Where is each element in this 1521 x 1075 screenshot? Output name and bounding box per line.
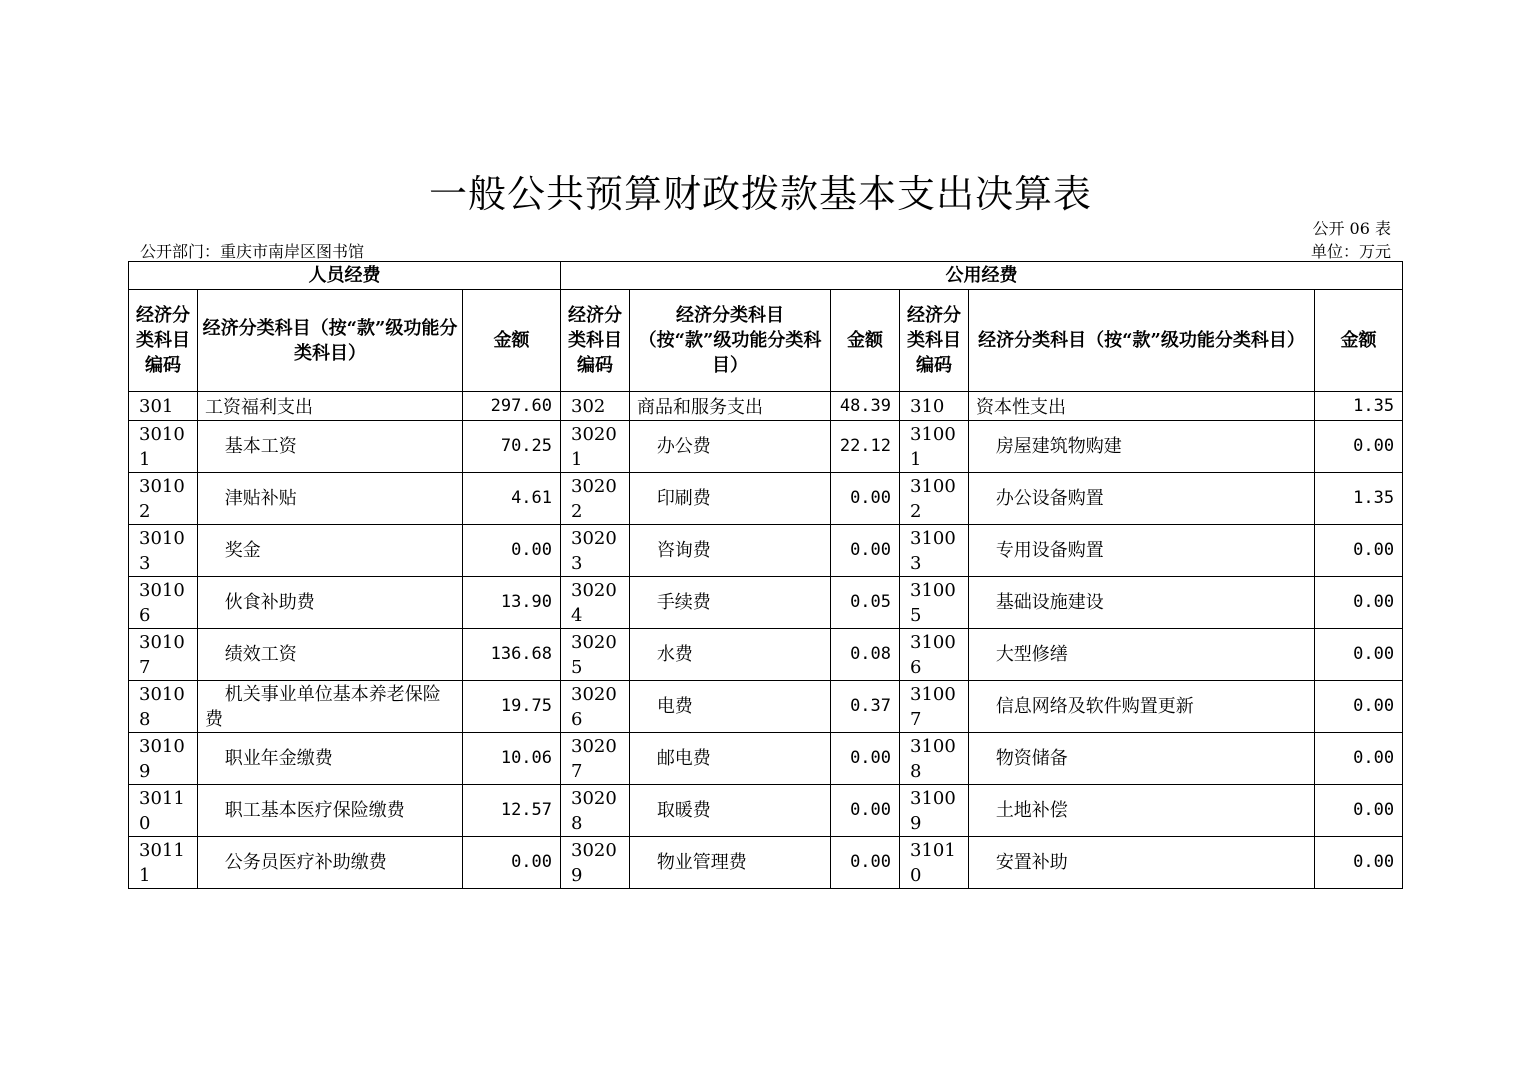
category-name-cell: 职工基本医疗保险缴费 — [198, 785, 463, 837]
category-code-cell: 30111 — [129, 837, 198, 889]
amount-cell: 0.37 — [831, 681, 900, 733]
amount-cell: 136.68 — [463, 629, 561, 681]
category-name-cell: 专用设备购置 — [969, 525, 1315, 577]
category-name-cell: 资本性支出 — [969, 392, 1315, 421]
amount-cell: 0.00 — [463, 525, 561, 577]
amount-cell: 0.00 — [831, 733, 900, 785]
category-name-cell: 津贴补贴 — [198, 473, 463, 525]
category-name-cell: 安置补助 — [969, 837, 1315, 889]
category-name-cell: 物业管理费 — [630, 837, 831, 889]
subject-header: 经济分类科目（按“款”级功能分类科目） — [969, 290, 1315, 392]
category-code-cell: 301 — [129, 392, 198, 421]
expenditure-table — [128, 261, 1403, 889]
category-code-cell: 302 — [561, 392, 630, 421]
amount-cell: 0.00 — [831, 473, 900, 525]
amount-header: 金额 — [831, 290, 900, 392]
category-code-cell: 31007 — [900, 681, 969, 733]
category-code-cell: 30102 — [129, 473, 198, 525]
form-number: 公开 06 表 — [1312, 219, 1391, 238]
table-row — [129, 577, 1403, 629]
category-code-cell: 30107 — [129, 629, 198, 681]
amount-cell: 0.00 — [1315, 785, 1403, 837]
category-code-cell: 30203 — [561, 525, 630, 577]
table-row — [129, 392, 1403, 421]
category-code-cell: 30103 — [129, 525, 198, 577]
category-code-cell: 30106 — [129, 577, 198, 629]
category-name-cell: 水费 — [630, 629, 831, 681]
category-name-cell: 办公费 — [630, 421, 831, 473]
category-name-cell: 大型修缮 — [969, 629, 1315, 681]
code-header: 经济分类科目编码 — [900, 290, 969, 392]
category-name-cell: 工资福利支出 — [198, 392, 463, 421]
amount-cell: 12.57 — [463, 785, 561, 837]
amount-cell: 48.39 — [831, 392, 900, 421]
category-name-cell: 手续费 — [630, 577, 831, 629]
category-name-cell: 物资储备 — [969, 733, 1315, 785]
table-row — [129, 733, 1403, 785]
category-code-cell: 30208 — [561, 785, 630, 837]
amount-cell: 297.60 — [463, 392, 561, 421]
amount-cell: 0.00 — [1315, 733, 1403, 785]
amount-cell: 0.00 — [1315, 837, 1403, 889]
category-code-cell: 30108 — [129, 681, 198, 733]
category-code-cell: 30201 — [561, 421, 630, 473]
table-row — [129, 629, 1403, 681]
unit-label: 单位：万元 — [1310, 242, 1391, 261]
amount-cell: 0.00 — [1315, 577, 1403, 629]
category-name-cell: 职业年金缴费 — [198, 733, 463, 785]
category-name-cell: 信息网络及软件购置更新 — [969, 681, 1315, 733]
category-code-cell: 31009 — [900, 785, 969, 837]
category-code-cell: 30204 — [561, 577, 630, 629]
amount-cell: 0.05 — [831, 577, 900, 629]
amount-cell: 0.00 — [1315, 681, 1403, 733]
amount-cell: 0.00 — [1315, 525, 1403, 577]
amount-cell: 0.00 — [831, 785, 900, 837]
category-code-cell: 31010 — [900, 837, 969, 889]
code-header: 经济分类科目编码 — [129, 290, 198, 392]
amount-cell: 1.35 — [1315, 473, 1403, 525]
amount-header: 金额 — [1315, 290, 1403, 392]
amount-cell: 22.12 — [831, 421, 900, 473]
amount-cell: 10.06 — [463, 733, 561, 785]
amount-cell: 70.25 — [463, 421, 561, 473]
category-code-cell: 30207 — [561, 733, 630, 785]
category-name-cell: 房屋建筑物购建 — [969, 421, 1315, 473]
amount-cell: 13.90 — [463, 577, 561, 629]
table-row — [129, 837, 1403, 889]
amount-header: 金额 — [463, 290, 561, 392]
table-row — [129, 421, 1403, 473]
category-name-cell: 绩效工资 — [198, 629, 463, 681]
category-code-cell: 30101 — [129, 421, 198, 473]
category-code-cell: 31008 — [900, 733, 969, 785]
category-name-cell: 机关事业单位基本养老保险费 — [198, 681, 463, 733]
table-row — [129, 681, 1403, 733]
category-name-cell: 邮电费 — [630, 733, 831, 785]
category-name-cell: 取暖费 — [630, 785, 831, 837]
category-code-cell: 30206 — [561, 681, 630, 733]
category-code-cell: 31003 — [900, 525, 969, 577]
category-code-cell: 30205 — [561, 629, 630, 681]
public-section-header: 公用经费 — [561, 262, 1403, 290]
code-header: 经济分类科目编码 — [561, 290, 630, 392]
table-body — [129, 392, 1403, 889]
category-name-cell: 基础设施建设 — [969, 577, 1315, 629]
amount-cell: 4.61 — [463, 473, 561, 525]
amount-cell: 0.00 — [831, 525, 900, 577]
category-code-cell: 30209 — [561, 837, 630, 889]
category-code-cell: 30110 — [129, 785, 198, 837]
amount-cell: 0.00 — [1315, 421, 1403, 473]
category-code-cell: 31005 — [900, 577, 969, 629]
category-name-cell: 基本工资 — [198, 421, 463, 473]
table-row — [129, 785, 1403, 837]
category-code-cell: 31002 — [900, 473, 969, 525]
page-title: 一般公共预算财政拨款基本支出决算表 — [428, 172, 1092, 216]
amount-cell: 1.35 — [1315, 392, 1403, 421]
category-code-cell: 30109 — [129, 733, 198, 785]
category-name-cell: 印刷费 — [630, 473, 831, 525]
table-row — [129, 525, 1403, 577]
amount-cell: 0.00 — [831, 837, 900, 889]
category-name-cell: 奖金 — [198, 525, 463, 577]
amount-cell: 0.08 — [831, 629, 900, 681]
personnel-section-header: 人员经费 — [129, 262, 561, 290]
category-name-cell: 电费 — [630, 681, 831, 733]
category-name-cell: 伙食补助费 — [198, 577, 463, 629]
category-name-cell: 公务员医疗补助缴费 — [198, 837, 463, 889]
category-code-cell: 31001 — [900, 421, 969, 473]
amount-cell: 0.00 — [1315, 629, 1403, 681]
amount-cell: 0.00 — [463, 837, 561, 889]
subject-header: 经济分类科目（按“款”级功能分类科目） — [198, 290, 463, 392]
category-code-cell: 30202 — [561, 473, 630, 525]
department-label: 公开部门：重庆市南岸区图书馆 — [140, 242, 365, 261]
table-row — [129, 473, 1403, 525]
category-name-cell: 咨询费 — [630, 525, 831, 577]
amount-cell: 19.75 — [463, 681, 561, 733]
category-name-cell: 商品和服务支出 — [630, 392, 831, 421]
category-name-cell: 土地补偿 — [969, 785, 1315, 837]
category-code-cell: 310 — [900, 392, 969, 421]
category-name-cell: 办公设备购置 — [969, 473, 1315, 525]
subject-header: 经济分类科目（按“款”级功能分类科目） — [630, 290, 831, 392]
category-code-cell: 31006 — [900, 629, 969, 681]
